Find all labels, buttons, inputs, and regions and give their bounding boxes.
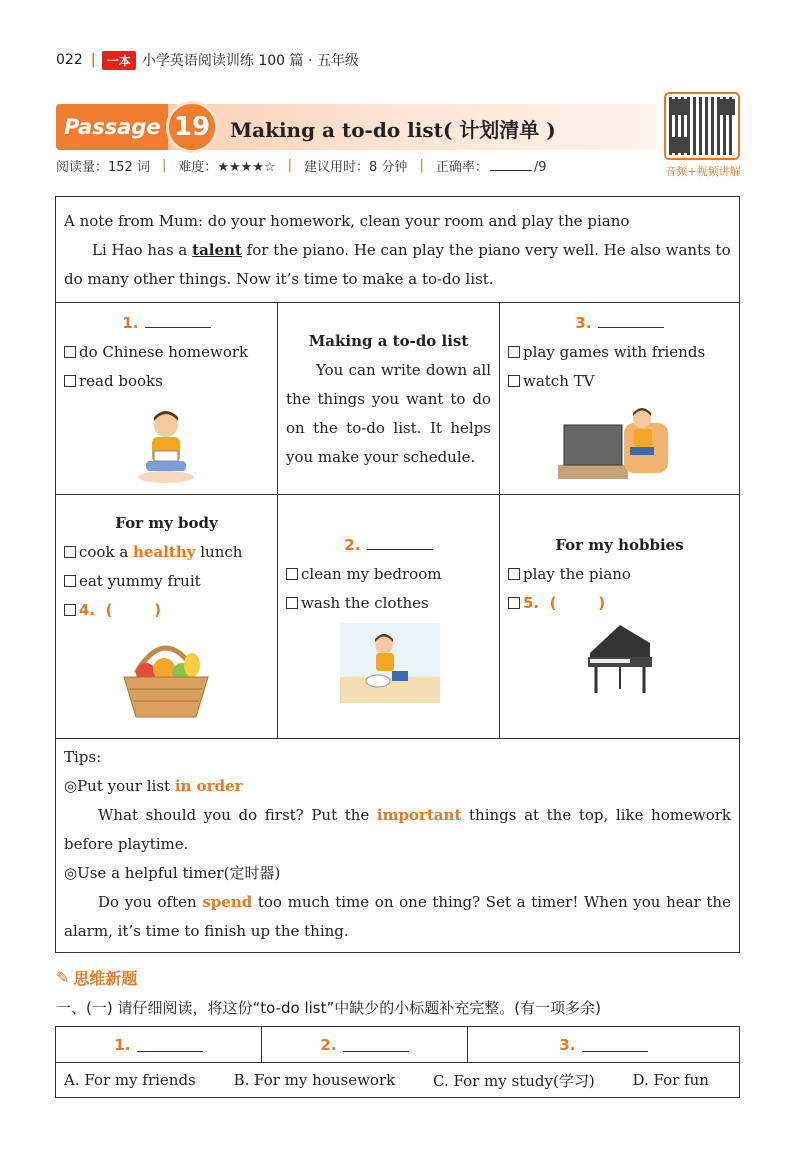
piano-icon	[580, 623, 660, 695]
tip-1-body	[64, 801, 731, 859]
checkbox[interactable]	[64, 604, 76, 616]
answer-blank-3	[468, 1027, 739, 1062]
page-number: 022	[56, 52, 83, 68]
tip-text: things at the top, like homework before playtime.	[64, 806, 731, 853]
todo-item-label: eat yummy fruit	[79, 572, 201, 590]
pencil-icon: ✎	[56, 968, 70, 987]
todo-item	[64, 567, 269, 596]
blank-heading-2	[286, 531, 491, 560]
washing-clothes-icon	[340, 623, 440, 703]
tips	[56, 739, 739, 952]
todo-cell-1	[56, 303, 278, 495]
todo-item	[64, 538, 269, 567]
todo-cell-intro	[278, 303, 500, 495]
option-d: D. For fun	[632, 1071, 709, 1089]
checkbox[interactable]	[508, 375, 520, 387]
keyword-talent: talent	[192, 241, 242, 259]
qr-caption: 音频+视频讲解	[665, 165, 741, 178]
fruit-basket-icon	[116, 633, 216, 723]
tip-text: Do you often	[98, 893, 197, 911]
accuracy-total: /9	[533, 160, 547, 175]
question-4-blank[interactable]: 4. ( )	[79, 601, 162, 619]
todo-item	[508, 367, 731, 396]
blank-heading-3	[508, 309, 731, 338]
accuracy-label: 正确率：	[435, 160, 488, 175]
passage-title-cn: ( 计划清单 )	[442, 118, 556, 142]
tip-1-heading	[64, 772, 731, 801]
question-5-blank[interactable]: 5. ( )	[523, 594, 606, 612]
reading-boy-icon	[132, 405, 200, 485]
accuracy-blank[interactable]	[490, 159, 532, 171]
todo-item	[508, 589, 731, 618]
todo-item-label: do Chinese homework	[79, 343, 249, 361]
checkbox[interactable]	[64, 375, 76, 387]
header-separator: |	[90, 52, 96, 68]
todo-item	[64, 596, 269, 625]
meta-separator: |	[419, 158, 424, 173]
todo-grid	[56, 303, 739, 739]
blank-number: 1.	[114, 1035, 131, 1054]
qr-code-icon	[669, 97, 735, 155]
page-header	[56, 50, 359, 70]
publisher-logo: 一本	[102, 51, 136, 70]
passage-title-en: Making a to-do list	[230, 118, 443, 142]
answer-line[interactable]	[145, 314, 211, 328]
suggested-time: 建议用时：8 分钟	[304, 160, 408, 175]
answer-line[interactable]	[137, 1038, 203, 1052]
meta-separator: |	[161, 158, 167, 173]
checkbox[interactable]	[64, 575, 76, 587]
watching-tv-icon	[558, 403, 678, 483]
checkbox[interactable]	[508, 568, 520, 580]
todo-list-heading: Making a to-do list	[308, 332, 469, 350]
todo-item	[64, 367, 269, 396]
tips-label: Tips:	[64, 748, 102, 766]
todo-item	[64, 338, 269, 367]
checkbox[interactable]	[508, 597, 520, 609]
keyword-spend: spend	[202, 893, 253, 911]
tip-2-body	[64, 888, 731, 946]
keyword-healthy: healthy	[133, 543, 196, 561]
blank-number: 2.	[344, 536, 361, 554]
todo-cell-3	[500, 303, 739, 495]
blank-number: 3.	[559, 1035, 576, 1054]
passage-title-band	[56, 104, 656, 150]
passage-number: 19	[166, 101, 218, 153]
checkbox[interactable]	[64, 346, 76, 358]
difficulty-label: 难度：	[178, 160, 218, 175]
blank-number: 3.	[575, 314, 592, 332]
for-my-body-heading: For my body	[115, 514, 218, 532]
todo-item	[286, 589, 491, 618]
difficulty-stars-icon: ★★★★☆	[217, 160, 276, 175]
answer-line[interactable]	[582, 1038, 648, 1052]
keyword-important: important	[376, 806, 462, 824]
todo-item-label: read books	[79, 372, 163, 390]
todo-item-label: play the piano	[523, 565, 631, 583]
todo-item-label: wash the clothes	[301, 594, 429, 612]
checkbox[interactable]	[286, 568, 298, 580]
intro-text: for the piano. He can play the piano very well. He also wants to do many other things. Now it’s time to make a to-do list.	[64, 241, 731, 288]
todo-item-label: cook a	[79, 543, 129, 561]
exercise-instruction: 一、(一) 请仔细阅读，将这份“to-do list”中缺少的小标题补充完整。(有一项多余)	[56, 999, 601, 1017]
answer-line[interactable]	[598, 314, 664, 328]
passage-box	[55, 196, 740, 953]
blank-number: 1.	[122, 314, 139, 332]
answer-options	[56, 1063, 739, 1097]
option-c: C. For my study(学习)	[433, 1071, 595, 1090]
mum-note: A note from Mum: do your homework, clean your room and play the piano	[64, 212, 630, 230]
accuracy	[436, 156, 547, 175]
tip-2-heading: ◎Use a helpful timer(定时器)	[64, 864, 281, 882]
todo-item	[508, 560, 731, 589]
todo-item-label: lunch	[200, 543, 243, 561]
todo-item	[508, 338, 731, 367]
section-heading	[56, 966, 137, 989]
checkbox[interactable]	[508, 346, 520, 358]
difficulty	[178, 156, 275, 175]
intro-text: Li Hao has a	[92, 241, 188, 259]
todo-item	[286, 560, 491, 589]
answer-blank-1	[56, 1027, 262, 1062]
reading-meta	[56, 156, 547, 175]
tip-text: What should you do first? Put the	[98, 806, 370, 824]
qr-code[interactable]	[664, 92, 740, 160]
checkbox[interactable]	[64, 546, 76, 558]
answer-line[interactable]	[343, 1038, 409, 1052]
for-my-hobbies-heading: For my hobbies	[555, 536, 684, 554]
meta-separator: |	[287, 158, 293, 173]
todo-cell-hobbies	[500, 495, 739, 739]
todo-list-description: You can write down all the things you want to do on the to-do list. It helps you make your schedule.	[286, 361, 491, 466]
answer-blanks	[56, 1027, 739, 1063]
blank-number: 2.	[320, 1035, 337, 1054]
todo-item-label: play games with friends	[523, 343, 706, 361]
intro-paragraph	[64, 236, 731, 294]
word-count: 阅读量：152 词	[56, 160, 150, 175]
option-b: B. For my housework	[233, 1071, 396, 1089]
todo-cell-body	[56, 495, 278, 739]
tip-text: ◎Put your list	[64, 777, 171, 795]
keyword-in-order: in order	[174, 777, 243, 795]
passage-tag: Passage	[56, 104, 168, 150]
answer-blank-2	[262, 1027, 468, 1062]
todo-item-label: clean my bedroom	[301, 565, 442, 583]
tip-text: too much time on one thing? Set a timer! When you hear the alarm, it’s time to finish up the thing.	[64, 893, 731, 940]
todo-item-label: watch TV	[523, 372, 595, 390]
blank-heading-1	[64, 309, 269, 338]
checkbox[interactable]	[286, 597, 298, 609]
book-title: 小学英语阅读训练 100 篇 · 五年级	[141, 53, 359, 69]
answer-table	[55, 1026, 740, 1098]
section-title: 思维新题	[73, 969, 138, 988]
intro	[56, 197, 739, 303]
option-a: A. For my friends	[64, 1071, 196, 1089]
passage-title	[230, 114, 556, 143]
answer-line[interactable]	[367, 536, 433, 550]
todo-cell-2	[278, 495, 500, 739]
